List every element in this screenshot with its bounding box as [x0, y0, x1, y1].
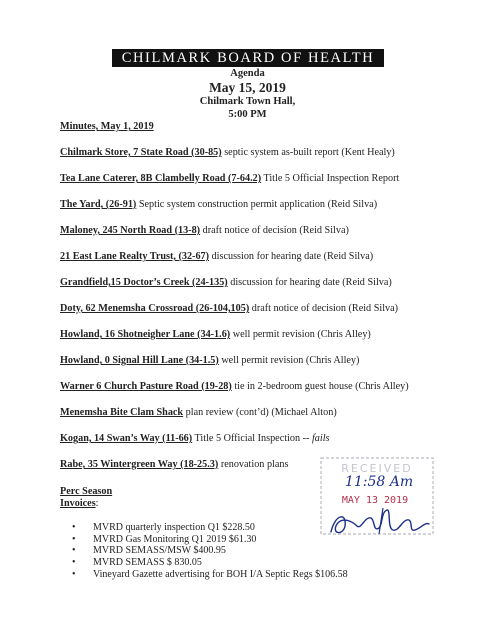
agenda-item-text: discussion for hearing date (Reid Silva)	[209, 251, 374, 262]
perc-season-heading	[60, 486, 112, 497]
agenda-item-label: Tea Lane Caterer, 8B Clambelly Road (7-64.2)	[60, 173, 262, 184]
agenda-item	[60, 407, 337, 418]
agenda-item-label: Doty, 62 Menemsha Crossroad (26-104,105)	[60, 303, 250, 314]
minutes-label: Minutes, May 1, 2019	[60, 121, 154, 132]
agenda-item	[60, 303, 398, 314]
agenda-item-label: Maloney, 245 North Road (13-8)	[60, 225, 201, 236]
minutes-item	[60, 121, 154, 132]
agenda-item-text: renovation plans	[218, 459, 289, 470]
agenda-item-label: 21 East Lane Realty Trust, (32-67)	[60, 251, 210, 262]
agenda-item-label: Grandfield,15 Doctor’s Creek (24-135)	[60, 277, 228, 288]
agenda-item	[60, 277, 392, 288]
agenda-item-label: Kogan, 14 Swan’s Way (11-66)	[60, 433, 193, 444]
perc-season-label: Perc Season	[60, 486, 113, 497]
agenda-item-text: tie in 2-bedroom guest house (Chris Alley)	[231, 381, 409, 392]
invoice-list	[60, 522, 348, 581]
agenda-item-text: well permit revision (Chris Alley)	[218, 355, 360, 366]
agenda-item-label: The Yard, (26-91)	[60, 199, 137, 210]
agenda-item-text: discussion for hearing date (Reid Silva)	[227, 277, 392, 288]
invoices-label: Invoices	[60, 498, 96, 509]
agenda-item-label: Howland, 16 Shotneigher Lane (34-1.6)	[60, 329, 231, 340]
invoice-item: • MVRD Gas Monitoring Q1 2019 $61.30	[60, 534, 348, 546]
received-stamp	[317, 452, 439, 544]
signature-icon	[331, 508, 429, 534]
agenda-subtitle: Agenda	[230, 68, 265, 79]
agenda-item	[60, 225, 349, 236]
meeting-time: 5:00 PM	[228, 109, 267, 120]
agenda-item-text: draft notice of decision (Reid Silva)	[249, 303, 399, 314]
agenda-item	[60, 147, 395, 158]
stamp-time: 11:58 Am	[344, 474, 414, 490]
agenda-item-text: draft notice of decision (Reid Silva)	[200, 225, 349, 236]
agenda-item-text: septic system as-built report (Kent Healy)	[221, 147, 395, 158]
agenda-item	[60, 329, 371, 340]
agenda-item-label: Chilmark Store, 7 State Road (30-85)	[60, 147, 222, 158]
agenda-item	[60, 381, 409, 392]
invoice-item: • MVRD quarterly inspection Q1 $228.50	[60, 522, 348, 534]
board-title-banner: CHILMARK BOARD OF HEALTH	[112, 49, 384, 67]
agenda-item	[60, 173, 399, 184]
agenda-item-label: Rabe, 35 Wintergreen Way (18-25.3)	[60, 459, 219, 470]
invoice-item: • MVRD SEMASS/MSW $400.95	[60, 545, 348, 557]
agenda-item-text: Septic system construction permit application (Reid Silva)	[136, 199, 378, 210]
invoice-item: • MVRD SEMASS $ 830.05	[60, 557, 348, 569]
agenda-item-text: Title 5 Official Inspection -- fails	[192, 433, 330, 444]
invoice-item: • Vineyard Gazette advertising for BOH I/A Septic Regs $106.58	[60, 569, 348, 581]
agenda-item-text: well permit revision (Chris Alley)	[230, 329, 371, 340]
agenda-item	[60, 355, 359, 366]
fails-emphasis: fails	[311, 433, 330, 444]
agenda-item-text: Title 5 Official Inspection Report	[261, 173, 400, 184]
agenda-item	[60, 433, 330, 444]
meeting-location: Chilmark Town Hall,	[199, 96, 296, 107]
agenda-item	[60, 251, 373, 262]
invoices-colon: :	[95, 498, 99, 509]
meeting-date: May 15, 2019	[209, 80, 286, 95]
agenda-item-label: Menemsha Bite Clam Shack	[60, 407, 184, 418]
agenda-item	[60, 199, 377, 210]
invoices-heading	[60, 498, 99, 509]
agenda-item-text: plan review (cont’d) (Michael Alton)	[183, 407, 337, 418]
stamp-date: MAY 13 2019	[341, 495, 409, 506]
agenda-item-label: Warner 6 Church Pasture Road (19-28)	[60, 381, 232, 392]
agenda-item-label: Howland, 0 Signal Hill Lane (34-1.5)	[60, 355, 219, 366]
stamp-received-text: RECEIVED	[341, 462, 413, 475]
agenda-item	[60, 459, 288, 470]
